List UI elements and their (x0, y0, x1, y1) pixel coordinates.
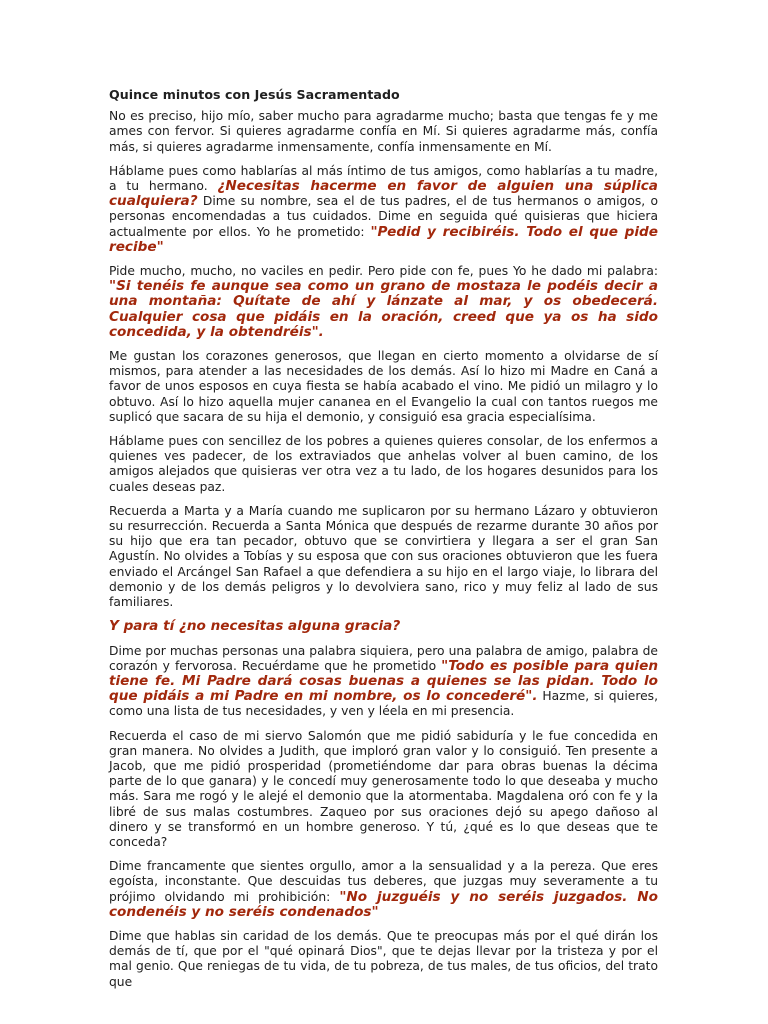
paragraph-9-text: Dime francamente que sientes orgullo, amor a la sensualidad y a la pereza. Que eres egoísta, inconstante. Que descuidas tus deberes, que juzgas muy severamente a tu prójimo olvidando mi prohibición: (109, 859, 658, 904)
paragraph-2-quote-2: "Pedid y recibiréis. Todo el que pide recibe" (109, 223, 658, 255)
paragraph-4: Me gustan los corazones generosos, que llegan en cierto momento a olvidarse de sí mismos, para atender a las necesidades de los demás. Así lo hizo mi Madre en Caná a favor de unos esposos en cuya fiesta se había acabado el vino. Me pidió un milagro y lo obtuvo. Así lo hizo aquella mujer cananea en el Evangelio la cual con tantos ruegos me suplicó que sacara de su hija el demonio, y consiguió esa gracia especialísima. (109, 349, 658, 424)
paragraph-8: Recuerda el caso de mi siervo Salomón que me pidió sabiduría y le fue concedida en gran manera. No olvides a Judith, que imploró gran valor y lo consiguió. Ten presente a Jacob, que me pidió prosperidad (prometiéndome dar para obras buenas la décima parte de lo que ganara) y le concedí muy generosamente todo lo que deseaba y mucho más. Sara me rogó y le alejé el demonio que la atormentaba. Magdalena oró con fe y la libré de sus malas costumbres. Zaqueo por sus oraciones dejó su apego dañoso al dinero y se transformó en un hombre generoso. Y tú, ¿qué es lo que deseas que te conceda? (109, 728, 658, 849)
paragraph-5: Háblame pues con sencillez de los pobres a quienes quieres consolar, de los enfermos a quienes ves padecer, de los extraviados que anhelas volver al buen camino, de los amigos alejados que quisieras ver otra vez a tu lado, de los hogares desunidos para los cuales deseas paz. (109, 434, 658, 494)
paragraph-3 (109, 264, 658, 340)
paragraph-2-quote-1: ¿Necesitas hacerme en favor de alguien una súplica cualquiera? (109, 178, 658, 210)
section-heading: Y para tí ¿no necesitas alguna gracia? (109, 618, 401, 635)
paragraph-9-quote: "No juzguéis y no seréis juzgados. No condenéis y no seréis condenados" (109, 888, 658, 920)
document-page (109, 87, 658, 999)
paragraph-7-text-b: Hazme, si quieres, como una lista de tus necesidades, y ven y léela en mi presencia. (109, 689, 658, 719)
paragraph-7-quote: "Todo es posible para quien tiene fe. Mi Padre dará cosas buenas a quienes se las pidan. Todo lo que pidáis a mi Padre en mi nombre, os lo concederé". (109, 657, 658, 705)
paragraph-2-text-b: Dime su nombre, sea el de tus padres, el de tus hermanos o amigos, o personas encomendadas a tus cuidados. Dime en seguida qué quisieras que hiciera actualmente por ellos. Yo he prometido: (109, 194, 658, 239)
paragraph-3-text: Pide mucho, mucho, no vaciles en pedir. Pero pide con fe, pues Yo he dado mi palabra: (109, 264, 658, 279)
paragraph-2-text-a: Háblame pues como hablarías al más íntimo de tus amigos, como hablarías a tu madre, a tu hermano. (109, 163, 658, 194)
paragraph-3-quote: "Si tenéis fe aunque sea como un grano de mostaza le podéis decir a una montaña: Quítate de ahí y lánzate al mar, y os obedecerá. Cualquier cosa que pidáis en la oración, creed que ya os ha sido concedida, y la obtendréis". (109, 278, 658, 340)
paragraph-1: No es preciso, hijo mío, saber mucho para agradarme mucho; basta que tengas fe y me ames con fervor. Si quieres agradarme confía en Mí. Si quieres agradarme más, confía más, si quieres agradarme inmensamente, confía inmensamente en Mí. (109, 109, 658, 154)
document-title: Quince minutos con Jesús Sacramentado (109, 87, 400, 102)
paragraph-7-text-a: Dime por muchas personas una palabra siquiera, pero una palabra de amigo, palabra de corazón y fervorosa. Recuérdame que he prometido (109, 643, 658, 673)
paragraph-10: Dime que hablas sin caridad de los demás. Que te preocupas más por el qué dirán los demás de tí, que por el "qué opinará Dios", que te dejas llevar por la tristeza y por el mal genio. Que reniegas de tu vida, de tu pobreza, de tus males, de tus oficios, del trato que (109, 928, 658, 989)
paragraph-7 (109, 644, 658, 720)
paragraph-2 (109, 164, 658, 255)
paragraph-9 (109, 859, 658, 920)
paragraph-6: Recuerda a Marta y a María cuando me suplicaron por su hermano Lázaro y obtuvieron su resurrección. Recuerda a Santa Mónica que después de rezarme durante 30 años por su hijo que era tan pecador, obtuvo que se convirtiera y llegara a ser el gran San Agustín. No olvides a Tobías y su esposa que con sus oraciones obtuvieron que les fuera enviado el Arcángel San Rafael a que defendiera a su hijo en el largo viaje, lo librara del demonio y de los demás peligros y lo devolviera sano, rico y muy feliz al lado de sus familiares. (109, 503, 658, 610)
